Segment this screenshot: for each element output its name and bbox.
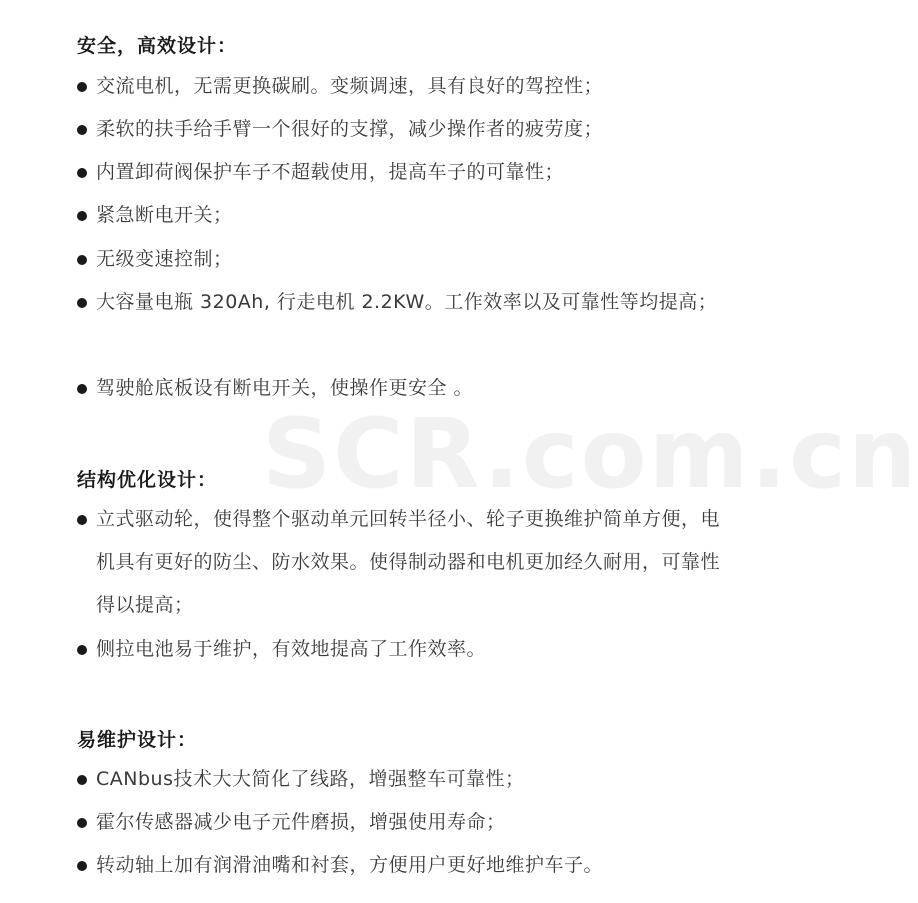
list-item [77,628,727,671]
bullet-icon [77,645,87,655]
section-title-safety: 安全，高效设计： [77,35,238,57]
list-item [77,367,727,410]
list-item-text: 柔软的扶手给手臂一个很好的支撑，减少操作者的疲劳度； [96,118,604,140]
bullet-icon [77,775,87,785]
list-item [77,238,727,281]
list-item-text: 霍尔传感器减少电子元件磨损，增强使用寿命； [96,811,506,833]
bullet-icon [77,384,87,394]
list-item [77,844,727,887]
bullet-icon [77,298,87,308]
list-item-text: 交流电机，无需更换碳刷。变频调速，具有良好的驾控性； [96,75,604,97]
bullet-icon [77,211,87,221]
list-item [77,194,727,237]
watermark-text: SCR.com.cn [262,398,918,510]
list-item-text: 侧拉电池易于维护，有效地提高了工作效率。 [96,638,487,660]
bullet-icon [77,82,87,92]
list-item [77,758,727,801]
list-item-text: 驾驶舱底板设有断电开关，使操作更安全 。 [96,377,474,399]
bullet-icon [77,255,87,265]
list-item [77,108,727,151]
bullet-icon [77,818,87,828]
list-item-text: 内置卸荷阀保护车子不超载使用，提高车子的可靠性； [96,161,565,183]
list-item [77,281,727,324]
list-item-text: 无级变速控制； [96,248,233,270]
list-item-text: 转动轴上加有润滑油嘴和衬套，方便用户更好地维护车子。 [96,854,604,876]
section-title-structure: 结构优化设计： [77,469,218,491]
bullet-icon [77,125,87,135]
list-item-text: 立式驱动轮，使得整个驱动单元回转半径小、轮子更换维护简单方便，电机具有更好的防尘、防水效果。使得制动器和电机更加经久耐用，可靠性得以提高； [96,508,721,616]
list-item-text: CANbus技术大大简化了线路，增强整车可靠性； [96,768,525,790]
bullet-icon [77,515,87,525]
bullet-icon [77,168,87,178]
list-item [77,65,727,108]
list-item [77,801,727,844]
list-item-text: 大容量电瓶 320Ah, 行走电机 2.2KW。工作效率以及可靠性等均提高； [96,291,718,313]
list-item-text: 紧急断电开关； [96,204,233,226]
list-item [77,498,727,627]
list-item [77,151,727,194]
bullet-icon [77,861,87,871]
section-title-maintenance: 易维护设计： [77,729,198,751]
